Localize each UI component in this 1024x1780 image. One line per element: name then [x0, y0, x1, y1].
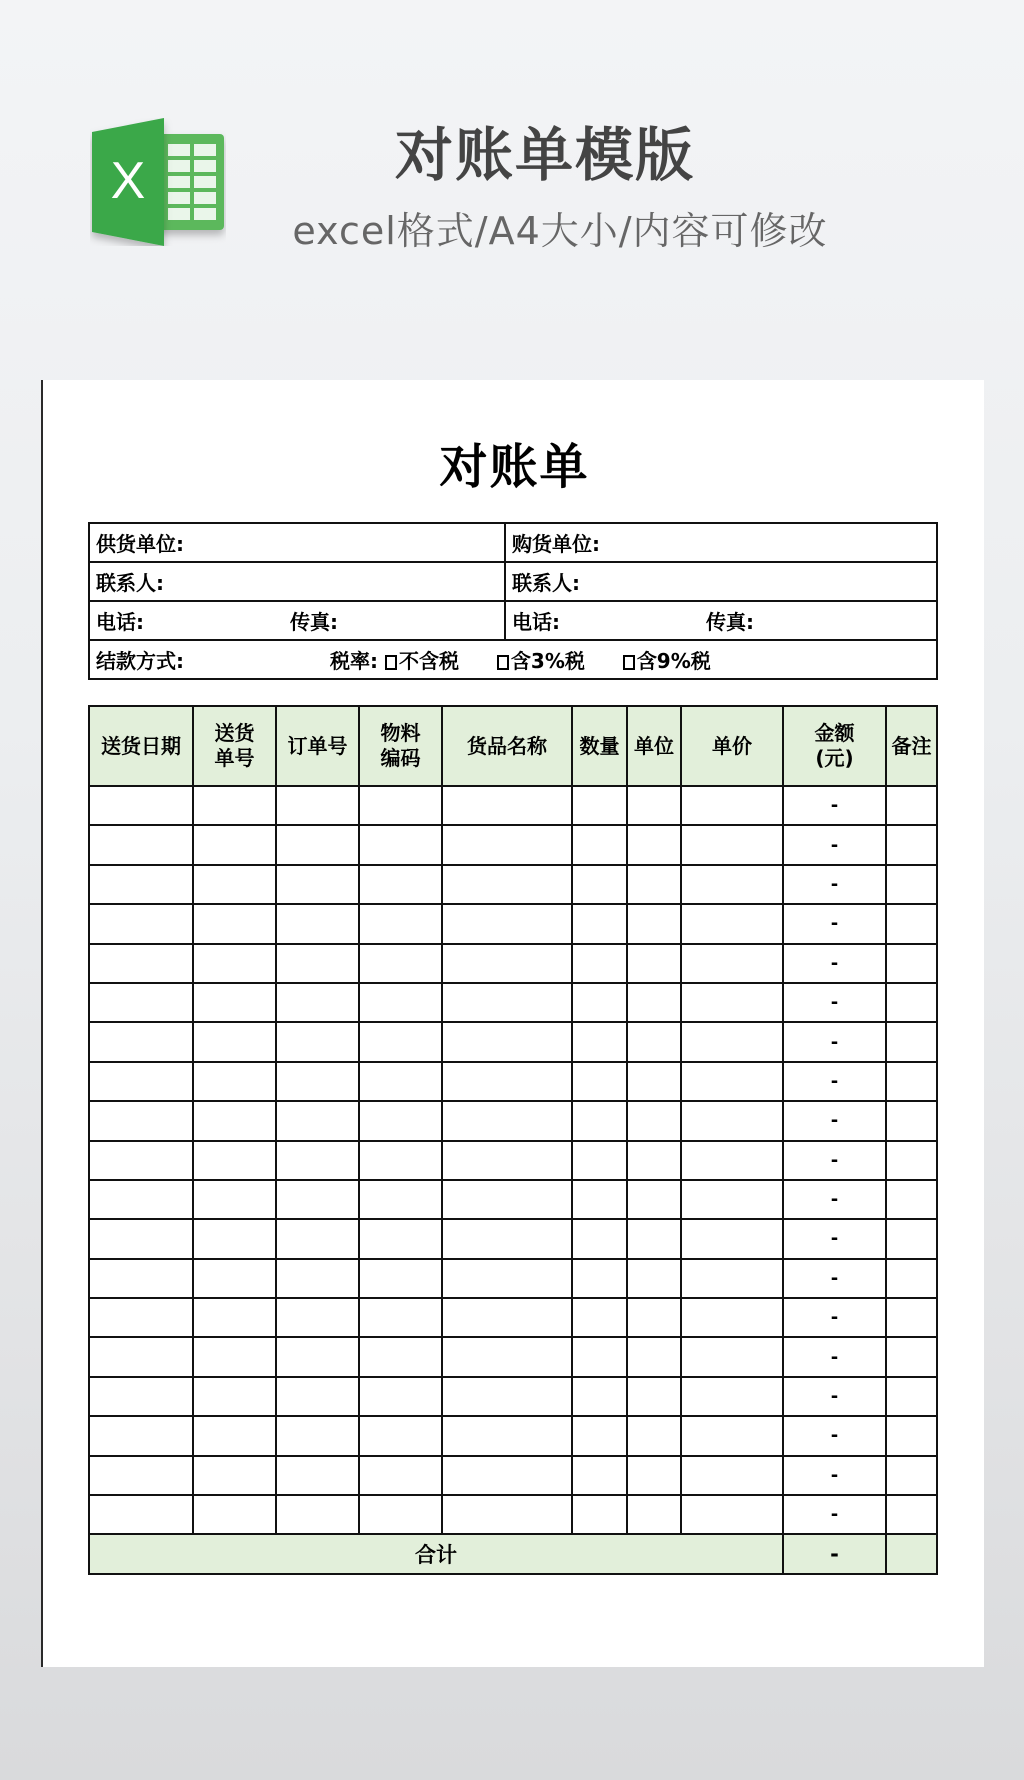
cell-unit-price[interactable] [681, 1141, 783, 1180]
cell-goods-name[interactable] [442, 825, 572, 864]
statement-table [88, 705, 938, 1575]
total-amount[interactable]: - [783, 1534, 886, 1573]
checkbox-icon [623, 655, 635, 670]
cell-material-code[interactable] [359, 1219, 442, 1258]
cell-material-code[interactable] [359, 1259, 442, 1298]
cell-order-no[interactable] [276, 1416, 359, 1455]
cell-delivery-no[interactable] [193, 1259, 276, 1298]
table-row [89, 1022, 937, 1061]
cell-remarks[interactable] [886, 1101, 937, 1140]
cell-amount[interactable]: - [783, 1456, 886, 1495]
cell-remarks[interactable] [886, 1141, 937, 1180]
cell-goods-name[interactable] [442, 1101, 572, 1140]
cell-unit-price[interactable] [681, 944, 783, 983]
checkbox-icon [497, 655, 509, 670]
cell-amount[interactable]: - [783, 1337, 886, 1376]
cell-delivery-no[interactable] [193, 1298, 276, 1337]
cell-unit[interactable] [627, 1141, 681, 1180]
payment-tax-field[interactable] [89, 640, 937, 679]
cell-delivery-no[interactable] [193, 1219, 276, 1258]
cell-order-no[interactable] [276, 1101, 359, 1140]
cell-order-no[interactable] [276, 1495, 359, 1534]
cell-material-code[interactable] [359, 865, 442, 904]
cell-amount[interactable]: - [783, 1062, 886, 1101]
header-unit: 单位 [627, 706, 681, 786]
cell-material-code[interactable] [359, 1495, 442, 1534]
cell-quantity[interactable] [572, 786, 627, 825]
cell-unit-price[interactable] [681, 1495, 783, 1534]
cell-amount[interactable]: - [783, 1219, 886, 1258]
cell-delivery-no[interactable] [193, 904, 276, 943]
cell-delivery-no[interactable] [193, 1456, 276, 1495]
cell-unit-price[interactable] [681, 1416, 783, 1455]
cell-goods-name[interactable] [442, 1416, 572, 1455]
cell-order-no[interactable] [276, 825, 359, 864]
table-row [89, 1377, 937, 1416]
cell-quantity[interactable] [572, 1022, 627, 1061]
cell-unit[interactable] [627, 1337, 681, 1376]
cell-remarks[interactable] [886, 786, 937, 825]
cell-remarks[interactable] [886, 1219, 937, 1258]
header-delivery-no: 送货 单号 [193, 706, 276, 786]
cell-material-code[interactable] [359, 1180, 442, 1219]
cell-material-code[interactable] [359, 1456, 442, 1495]
cell-quantity[interactable] [572, 1101, 627, 1140]
cell-order-no[interactable] [276, 1259, 359, 1298]
cell-quantity[interactable] [572, 865, 627, 904]
cell-amount[interactable]: - [783, 1101, 886, 1140]
cell-unit-price[interactable] [681, 865, 783, 904]
cell-order-no[interactable] [276, 904, 359, 943]
cell-delivery-date[interactable] [89, 1495, 193, 1534]
cell-delivery-no[interactable] [193, 944, 276, 983]
tax-label: 税率: [330, 649, 378, 673]
buyer-phone-label: 电话: [512, 610, 560, 634]
cell-quantity[interactable] [572, 1141, 627, 1180]
cell-delivery-no[interactable] [193, 983, 276, 1022]
cell-delivery-no[interactable] [193, 825, 276, 864]
cell-amount[interactable]: - [783, 1022, 886, 1061]
tax-option-3pct[interactable]: 含3%税 [497, 645, 585, 674]
cell-goods-name[interactable] [442, 1456, 572, 1495]
cell-goods-name[interactable] [442, 1495, 572, 1534]
total-remarks-cell[interactable] [886, 1534, 937, 1573]
cell-unit-price[interactable] [681, 1377, 783, 1416]
cell-delivery-no[interactable] [193, 1062, 276, 1101]
cell-delivery-date[interactable] [89, 1456, 193, 1495]
table-row [89, 904, 937, 943]
cell-unit[interactable] [627, 1180, 681, 1219]
cell-unit[interactable] [627, 1219, 681, 1258]
cell-delivery-no[interactable] [193, 1495, 276, 1534]
table-row [89, 1456, 937, 1495]
cell-material-code[interactable] [359, 904, 442, 943]
cell-unit[interactable] [627, 1062, 681, 1101]
cell-order-no[interactable] [276, 1180, 359, 1219]
cell-material-code[interactable] [359, 1377, 442, 1416]
cell-unit[interactable] [627, 1022, 681, 1061]
cell-unit[interactable] [627, 904, 681, 943]
cell-remarks[interactable] [886, 1495, 937, 1534]
supplier-phone-label: 电话: [96, 610, 144, 634]
cell-delivery-date[interactable] [89, 1180, 193, 1219]
cell-quantity[interactable] [572, 1456, 627, 1495]
cell-unit-price[interactable] [681, 1456, 783, 1495]
table-row [89, 1416, 937, 1455]
cell-material-code[interactable] [359, 1298, 442, 1337]
cell-goods-name[interactable] [442, 1062, 572, 1101]
supplier-label: 供货单位: [96, 532, 184, 556]
cell-delivery-no[interactable] [193, 865, 276, 904]
cell-material-code[interactable] [359, 983, 442, 1022]
total-row [89, 1534, 937, 1573]
cell-material-code[interactable] [359, 1062, 442, 1101]
table-body [89, 786, 937, 1534]
cell-delivery-date[interactable] [89, 1416, 193, 1455]
cell-delivery-date[interactable] [89, 786, 193, 825]
table-row [89, 983, 937, 1022]
info-table [88, 522, 938, 680]
table-row [89, 1495, 937, 1534]
cell-order-no[interactable] [276, 1219, 359, 1258]
cell-order-no[interactable] [276, 1141, 359, 1180]
cell-quantity[interactable] [572, 983, 627, 1022]
cell-amount[interactable]: - [783, 1495, 886, 1534]
cell-quantity[interactable] [572, 1298, 627, 1337]
cell-unit-price[interactable] [681, 825, 783, 864]
document-title: 对账单 [439, 439, 590, 495]
cell-remarks[interactable] [886, 825, 937, 864]
cell-remarks[interactable] [886, 904, 937, 943]
table-row [89, 1298, 937, 1337]
buyer-field[interactable] [505, 523, 937, 562]
cell-order-no[interactable] [276, 1298, 359, 1337]
document-page [41, 380, 984, 1667]
table-row [89, 1219, 937, 1258]
cell-goods-name[interactable] [442, 1180, 572, 1219]
logo-letter: X [110, 152, 146, 210]
cell-amount[interactable]: - [783, 944, 886, 983]
cell-amount[interactable]: - [783, 904, 886, 943]
cell-order-no[interactable] [276, 1377, 359, 1416]
cell-remarks[interactable] [886, 1456, 937, 1495]
cell-order-no[interactable] [276, 786, 359, 825]
cell-goods-name[interactable] [442, 1259, 572, 1298]
cell-goods-name[interactable] [442, 1377, 572, 1416]
cell-delivery-date[interactable] [89, 1377, 193, 1416]
cell-remarks[interactable] [886, 1337, 937, 1376]
cell-material-code[interactable] [359, 786, 442, 825]
cell-unit[interactable] [627, 1416, 681, 1455]
cell-unit-price[interactable] [681, 1022, 783, 1061]
cell-amount[interactable]: - [783, 1377, 886, 1416]
cell-unit-price[interactable] [681, 786, 783, 825]
cell-quantity[interactable] [572, 1219, 627, 1258]
buyer-label: 购货单位: [512, 532, 600, 556]
cell-order-no[interactable] [276, 944, 359, 983]
cell-order-no[interactable] [276, 983, 359, 1022]
table-row [89, 825, 937, 864]
cell-remarks[interactable] [886, 1416, 937, 1455]
header-order-no: 订单号 [276, 706, 359, 786]
cell-quantity[interactable] [572, 825, 627, 864]
buyer-contact-label: 联系人: [512, 571, 580, 595]
table-row [89, 944, 937, 983]
supplier-contact-label: 联系人: [96, 571, 164, 595]
cell-unit-price[interactable] [681, 1101, 783, 1140]
cell-delivery-date[interactable] [89, 944, 193, 983]
cell-delivery-no[interactable] [193, 1180, 276, 1219]
table-row [89, 865, 937, 904]
cell-unit[interactable] [627, 865, 681, 904]
cell-unit[interactable] [627, 1377, 681, 1416]
cell-delivery-date[interactable] [89, 1101, 193, 1140]
cell-unit[interactable] [627, 786, 681, 825]
header-delivery-date: 送货日期 [89, 706, 193, 786]
cell-material-code[interactable] [359, 1416, 442, 1455]
cell-delivery-date[interactable] [89, 1062, 193, 1101]
cell-unit-price[interactable] [681, 983, 783, 1022]
buyer-contact-field[interactable] [505, 562, 937, 601]
cell-material-code[interactable] [359, 1101, 442, 1140]
cell-quantity[interactable] [572, 1337, 627, 1376]
buyer-phone-fax-field[interactable] [505, 601, 937, 640]
cell-remarks[interactable] [886, 1062, 937, 1101]
cell-unit-price[interactable] [681, 1298, 783, 1337]
table-row [89, 786, 937, 825]
cell-unit[interactable] [627, 1456, 681, 1495]
cell-delivery-no[interactable] [193, 1416, 276, 1455]
table-row [89, 1062, 937, 1101]
header-unit-price: 单价 [681, 706, 783, 786]
supplier-fax-label: 传真: [290, 610, 338, 634]
header-amount: 金额 (元) [783, 706, 886, 786]
cell-order-no[interactable] [276, 1337, 359, 1376]
cell-unit[interactable] [627, 1259, 681, 1298]
cell-order-no[interactable] [276, 1062, 359, 1101]
cell-material-code[interactable] [359, 1337, 442, 1376]
header-quantity: 数量 [572, 706, 627, 786]
cell-unit[interactable] [627, 825, 681, 864]
cell-remarks[interactable] [886, 944, 937, 983]
cell-delivery-date[interactable] [89, 904, 193, 943]
cell-quantity[interactable] [572, 1377, 627, 1416]
excel-logo-icon [90, 118, 226, 246]
cell-quantity[interactable] [572, 1495, 627, 1534]
cell-unit-price[interactable] [681, 904, 783, 943]
cell-amount[interactable]: - [783, 1180, 886, 1219]
cell-remarks[interactable] [886, 1259, 937, 1298]
cell-delivery-date[interactable] [89, 1022, 193, 1061]
cell-amount[interactable]: - [783, 983, 886, 1022]
cell-unit[interactable] [627, 983, 681, 1022]
supplier-contact-field[interactable] [89, 562, 505, 601]
cell-delivery-date[interactable] [89, 1259, 193, 1298]
banner-subtitle: excel格式/A4大小/内容可修改 [292, 209, 828, 253]
buyer-fax-label: 传真: [706, 610, 754, 634]
cell-delivery-date[interactable] [89, 1141, 193, 1180]
cell-delivery-no[interactable] [193, 1101, 276, 1140]
cell-amount[interactable]: - [783, 865, 886, 904]
cell-goods-name[interactable] [442, 1337, 572, 1376]
header-goods-name: 货品名称 [442, 706, 572, 786]
cell-delivery-date[interactable] [89, 1337, 193, 1376]
cell-unit-price[interactable] [681, 1062, 783, 1101]
cell-goods-name[interactable] [442, 1022, 572, 1061]
cell-remarks[interactable] [886, 1180, 937, 1219]
cell-unit-price[interactable] [681, 1337, 783, 1376]
cell-unit-price[interactable] [681, 1180, 783, 1219]
cell-amount[interactable]: - [783, 1141, 886, 1180]
cell-material-code[interactable] [359, 944, 442, 983]
cell-delivery-no[interactable] [193, 1022, 276, 1061]
cell-amount[interactable]: - [783, 1416, 886, 1455]
header-remarks: 备注 [886, 706, 937, 786]
cell-quantity[interactable] [572, 1180, 627, 1219]
cell-quantity[interactable] [572, 1062, 627, 1101]
total-label: 合计 [89, 1534, 783, 1573]
table-row [89, 1180, 937, 1219]
table-row [89, 1141, 937, 1180]
cell-goods-name[interactable] [442, 944, 572, 983]
table-row [89, 1259, 937, 1298]
cell-goods-name[interactable] [442, 786, 572, 825]
tax-option-9pct[interactable]: 含9%税 [623, 645, 711, 674]
table-row [89, 1101, 937, 1140]
cell-goods-name[interactable] [442, 983, 572, 1022]
cell-quantity[interactable] [572, 904, 627, 943]
checkbox-icon [385, 655, 397, 670]
cell-delivery-no[interactable] [193, 1377, 276, 1416]
cell-order-no[interactable] [276, 1022, 359, 1061]
cell-remarks[interactable] [886, 1298, 937, 1337]
cell-unit[interactable] [627, 1495, 681, 1534]
cell-unit-price[interactable] [681, 1219, 783, 1258]
cell-material-code[interactable] [359, 1141, 442, 1180]
cell-amount[interactable]: - [783, 825, 886, 864]
header-material-code: 物料 编码 [359, 706, 442, 786]
cell-delivery-date[interactable] [89, 1298, 193, 1337]
cell-quantity[interactable] [572, 1259, 627, 1298]
cell-remarks[interactable] [886, 1022, 937, 1061]
tax-option-no-tax[interactable]: 不含税 [385, 645, 459, 674]
cell-remarks[interactable] [886, 1377, 937, 1416]
cell-delivery-no[interactable] [193, 1337, 276, 1376]
cell-goods-name[interactable] [442, 1141, 572, 1180]
cell-goods-name[interactable] [442, 1298, 572, 1337]
cell-order-no[interactable] [276, 865, 359, 904]
cell-delivery-date[interactable] [89, 1219, 193, 1258]
banner-title: 对账单模版 [394, 121, 695, 189]
cell-remarks[interactable] [886, 983, 937, 1022]
cell-delivery-no[interactable] [193, 1141, 276, 1180]
cell-quantity[interactable] [572, 944, 627, 983]
table-row [89, 1337, 937, 1376]
cell-goods-name[interactable] [442, 865, 572, 904]
cell-unit[interactable] [627, 1298, 681, 1337]
supplier-field[interactable] [89, 523, 505, 562]
cell-quantity[interactable] [572, 1416, 627, 1455]
cell-goods-name[interactable] [442, 904, 572, 943]
cell-amount[interactable]: - [783, 1259, 886, 1298]
cell-delivery-date[interactable] [89, 825, 193, 864]
cell-order-no[interactable] [276, 1456, 359, 1495]
cell-goods-name[interactable] [442, 1219, 572, 1258]
cell-unit[interactable] [627, 1101, 681, 1140]
cell-material-code[interactable] [359, 825, 442, 864]
cell-amount[interactable]: - [783, 786, 886, 825]
cell-delivery-no[interactable] [193, 786, 276, 825]
cell-material-code[interactable] [359, 1022, 442, 1061]
cell-unit[interactable] [627, 944, 681, 983]
payment-label: 结款方式: [96, 649, 184, 673]
cell-remarks[interactable] [886, 865, 937, 904]
supplier-phone-fax-field[interactable] [89, 601, 505, 640]
cell-amount[interactable]: - [783, 1298, 886, 1337]
cell-delivery-date[interactable] [89, 983, 193, 1022]
cell-delivery-date[interactable] [89, 865, 193, 904]
cell-unit-price[interactable] [681, 1259, 783, 1298]
